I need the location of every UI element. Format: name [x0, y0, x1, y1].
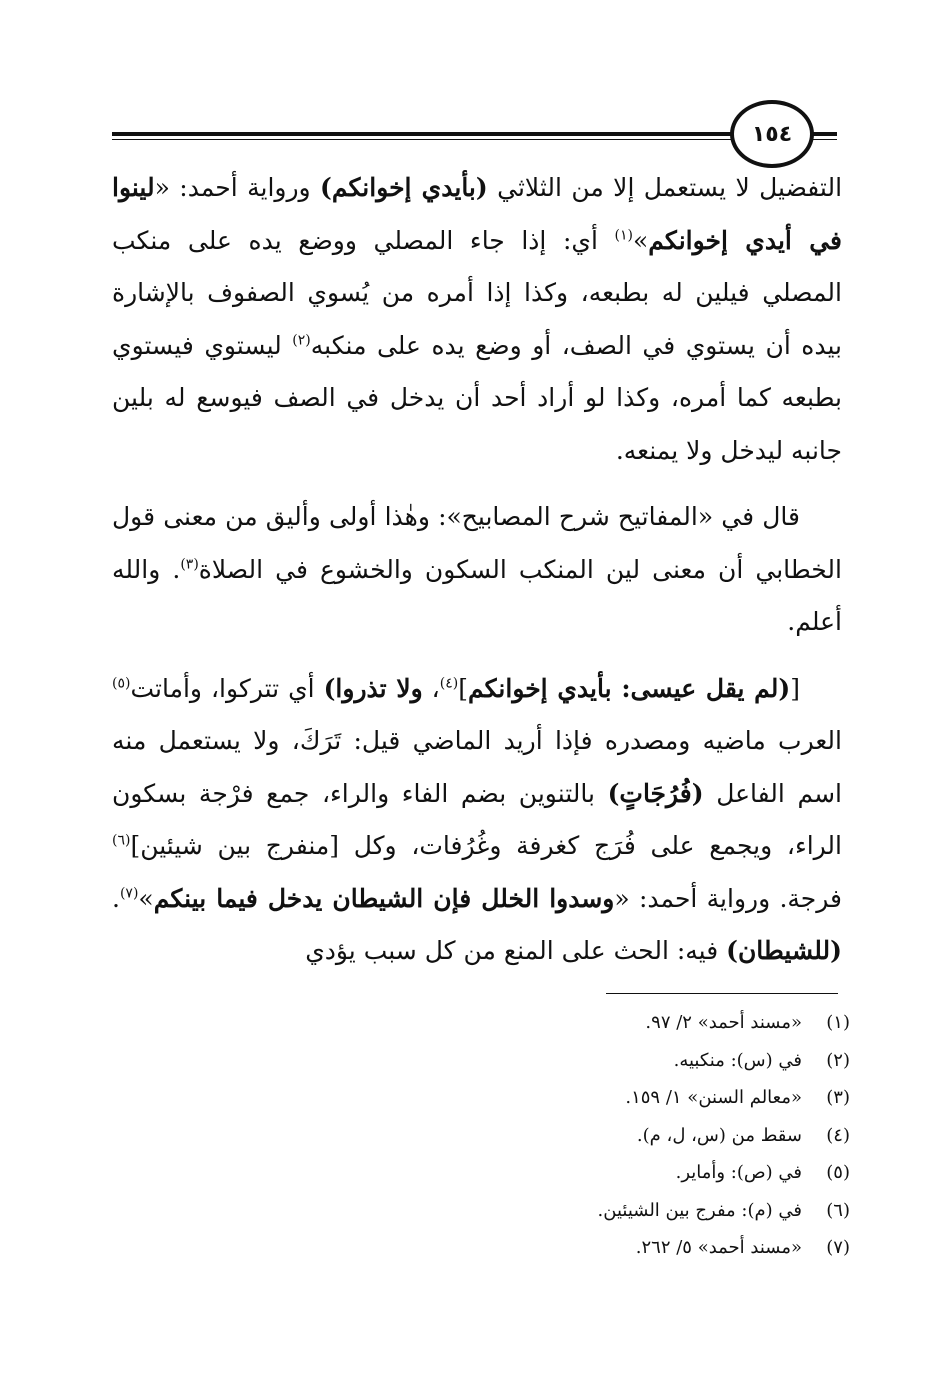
- footnote-number: (٥): [826, 1162, 850, 1183]
- footnote-number: (٢): [826, 1049, 850, 1071]
- bold-text: (للشيطان): [726, 936, 842, 965]
- paragraph-3: [112, 663, 842, 978]
- footnote-text: سقط من (س، ل، م).: [636, 1124, 802, 1146]
- text-segment: أي تتركوا، وأماتت: [130, 673, 324, 703]
- footnote-ref: (٥): [112, 675, 131, 692]
- footnote-number: (١): [826, 1012, 850, 1033]
- bold-text: لينوا في أيدي إخوانكم: [112, 173, 843, 255]
- bold-text: (لم يقل عيسى: بأيدي إخوانكم: [467, 673, 791, 703]
- text-segment: فرجة. ورواية أحمد: «: [614, 883, 843, 913]
- footnote-text: «معالم السنن» ١/ ١٥٩.: [625, 1087, 802, 1108]
- main-text: [112, 162, 842, 978]
- footnote-ref: (٧): [119, 885, 139, 902]
- paragraph-1: [112, 162, 842, 477]
- footnote-ref: (٣): [180, 556, 199, 573]
- bold-text: وسدوا الخلل فإن الشيطان يدخل فيما بينكم: [153, 883, 615, 913]
- text-segment: ليستوي فيستوي بطبعه كما أمره، وكذا لو أراد أحد أن يدخل في الصف فيوسع له بلين جانبه ليدخل ولا يمنعه.: [112, 330, 842, 465]
- footnote-number: (٦): [826, 1199, 850, 1221]
- bold-text: ولا تذروا): [323, 673, 423, 703]
- footnote-ref: (١): [614, 227, 633, 244]
- text-segment: [: [790, 673, 801, 703]
- text-segment: ،: [422, 673, 440, 703]
- text-segment: التفضيل لا يستعمل إلا من الثلاثي: [487, 173, 843, 202]
- footnote-text: في (س): منكبيه.: [673, 1049, 802, 1071]
- footnote-text: في (ص): وأماير.: [675, 1162, 802, 1183]
- text-segment: . والله أعلم.: [112, 554, 842, 636]
- text-segment: »: [138, 883, 154, 913]
- footnote-ref: (٤): [439, 675, 459, 692]
- footnote-item: [300, 1229, 850, 1267]
- text-segment: .: [112, 883, 120, 913]
- footnote-number: (٧): [826, 1237, 850, 1258]
- footnote-item: [300, 1192, 850, 1230]
- footnote-ref: (٦): [112, 832, 131, 849]
- footnote-number: (٣): [826, 1087, 850, 1108]
- page-number: ١٥٤: [730, 100, 814, 168]
- text-segment: ]: [458, 673, 468, 703]
- page-header: [112, 98, 842, 168]
- footnote-item: [300, 1079, 850, 1117]
- footnote-ref: (٢): [292, 332, 311, 349]
- footnote-item: [300, 1004, 850, 1042]
- text-segment: فيه: الحث على المنع من كل سبب يؤدي: [305, 936, 727, 965]
- footnotes: [300, 1004, 850, 1267]
- footnote-text: في (م): مفرج بين الشيئين.: [597, 1199, 802, 1221]
- footnote-separator: [606, 993, 838, 994]
- header-rule: [112, 132, 732, 136]
- text-segment: قال في «المفاتيح شرح المصابيح»: وهٰذا أولى وأليق من معنى قول الخطابي أن معنى لين المنكب السكون والخشوع في الصلاة: [112, 502, 842, 584]
- footnote-text: «مسند أحمد» ٢/ ٩٧.: [645, 1012, 802, 1033]
- footnote-item: [300, 1042, 850, 1080]
- paragraph-2: [112, 491, 842, 649]
- header-rule-thin: [112, 139, 732, 140]
- bold-text: (فُرُجَاتٍ): [607, 778, 704, 808]
- footnote-item: [300, 1154, 850, 1192]
- bold-text: (بأيدي إخوانكم): [320, 173, 488, 202]
- text-segment: أي: إذا جاء المصلي ووضع يده على منكب المصلي فيلين له بطبعه، وكذا إذا أمره من يُسوي الصفوف بالإشارة بيده أن يستوي في الصف، أو وضع يده على منكبه: [112, 225, 842, 360]
- text-segment: العرب ماضيه ومصدره فإذا أريد الماضي قيل: تَرَكَ، ولا يستعمل منه اسم الفاعل: [112, 726, 842, 808]
- text-segment: ورواية أحمد: «: [154, 173, 321, 202]
- text-segment: بالتنوين بضم الفاء والراء، جمع فرْجة بسكون الراء، ويجمع على فُرَج كغرفة وغُرُفات، وكل [منفرج بين شيئين]: [112, 778, 842, 860]
- text-segment: »: [632, 225, 649, 255]
- footnote-item: [300, 1117, 850, 1155]
- footnote-number: (٤): [826, 1124, 850, 1146]
- footnote-text: «مسند أحمد» ٥/ ٢٦٢.: [635, 1237, 802, 1258]
